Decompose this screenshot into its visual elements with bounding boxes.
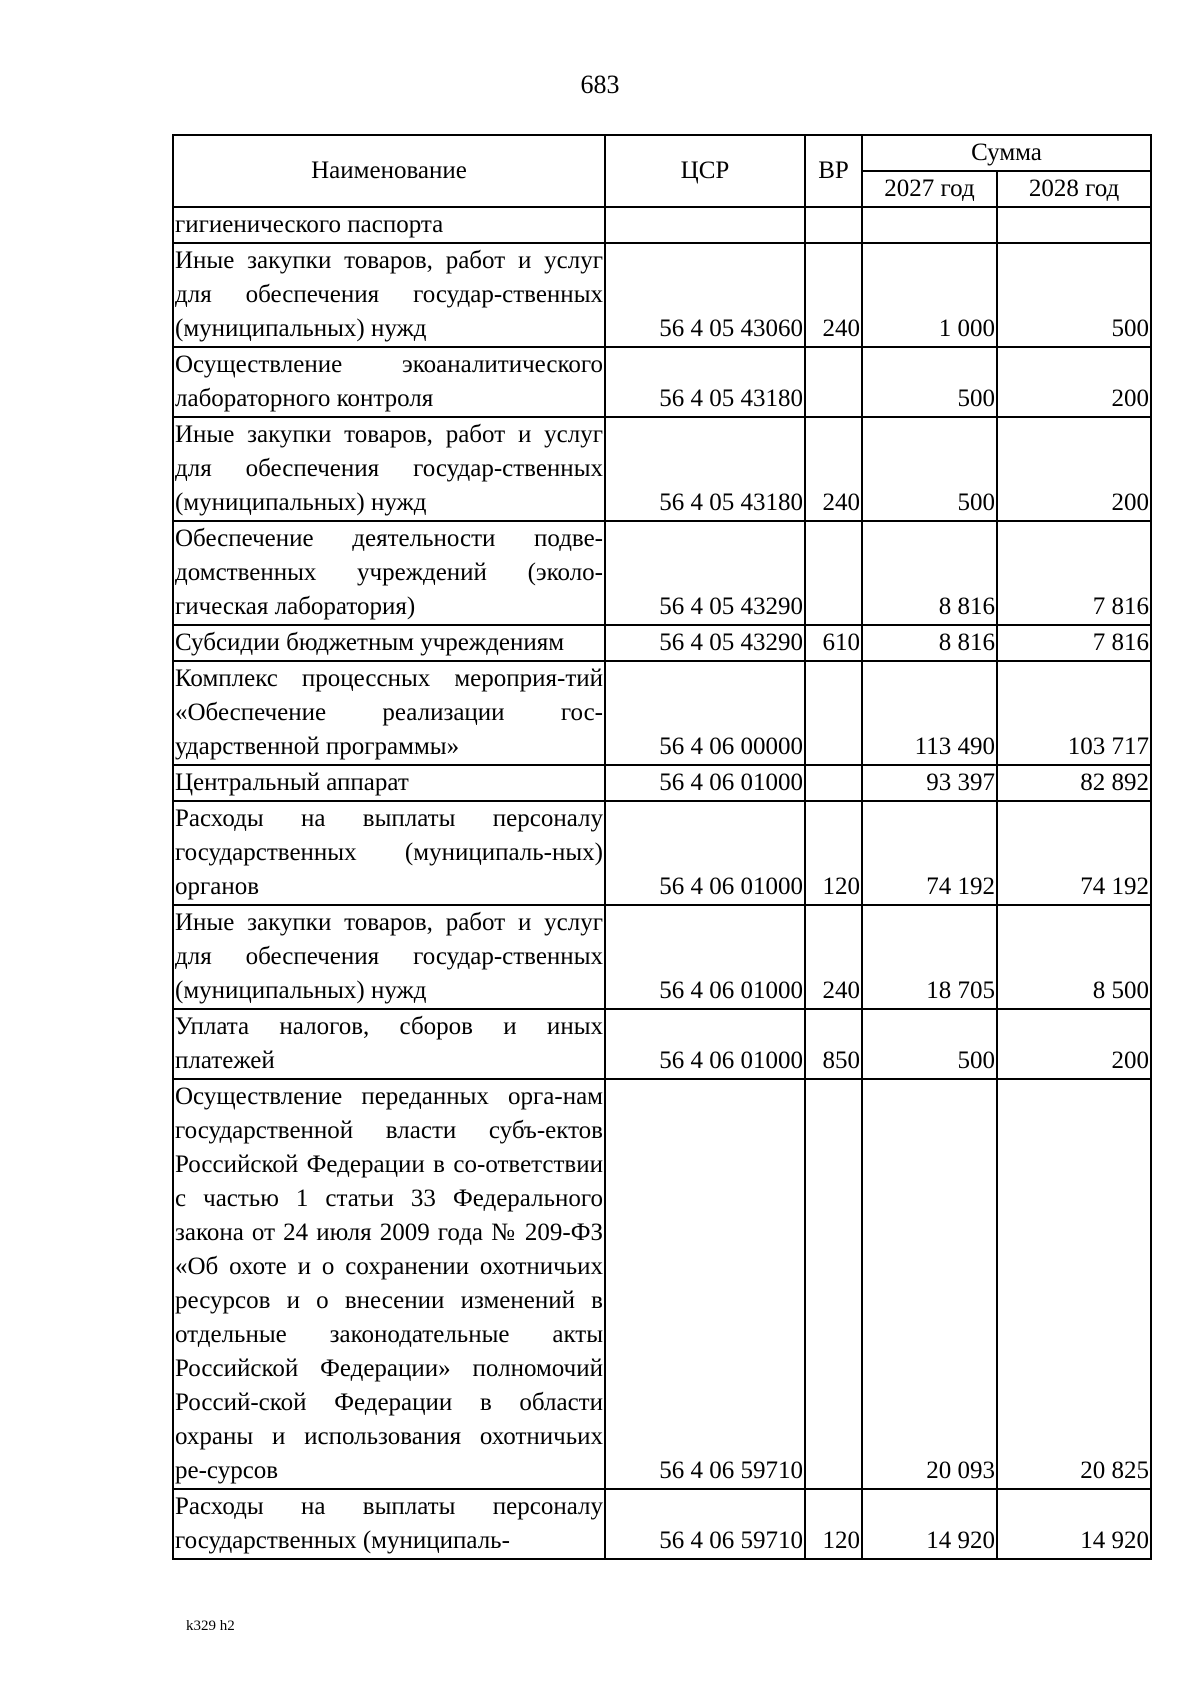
row-name: Расходы на выплаты персоналу государственных (муниципаль- [173,1489,605,1559]
table-row [173,521,1151,625]
row-vr [805,1079,862,1489]
table-row [173,1079,1151,1489]
row-vr: 240 [805,905,862,1009]
row-vr [805,661,862,765]
table-row [173,625,1151,661]
row-sum-2027: 8 816 [862,521,997,625]
row-sum-2027: 113 490 [862,661,997,765]
row-csr: 56 4 06 01000 [605,765,805,801]
row-csr: 56 4 06 01000 [605,905,805,1009]
row-vr: 850 [805,1009,862,1079]
row-name: Обеспечение деятельности подве-домственных учреждений (эколо-гическая лаборатория) [173,521,605,625]
row-sum-2028: 200 [997,1009,1151,1079]
table-row [173,765,1151,801]
row-sum-2027: 500 [862,347,997,417]
row-name: Осуществление экоаналитического лабораторного контроля [173,347,605,417]
row-sum-2028 [997,207,1151,243]
row-name: Центральный аппарат [173,765,605,801]
row-sum-2028: 82 892 [997,765,1151,801]
row-csr: 56 4 06 01000 [605,801,805,905]
table-row [173,1009,1151,1079]
table-row [173,1489,1151,1559]
row-sum-2027: 500 [862,1009,997,1079]
row-vr: 120 [805,1489,862,1559]
header-year-2028: 2028 год [997,171,1151,207]
row-vr: 120 [805,801,862,905]
row-vr [805,765,862,801]
row-csr: 56 4 05 43060 [605,243,805,347]
table-row [173,207,1151,243]
row-sum-2028: 200 [997,417,1151,521]
row-vr: 240 [805,243,862,347]
row-sum-2027: 74 192 [862,801,997,905]
header-row-1 [173,135,1151,171]
row-csr: 56 4 05 43290 [605,521,805,625]
row-sum-2027: 8 816 [862,625,997,661]
header-sum: Сумма [862,135,1151,171]
table-row [173,417,1151,521]
table-row [173,243,1151,347]
row-vr: 240 [805,417,862,521]
row-csr: 56 4 05 43180 [605,347,805,417]
row-sum-2028: 7 816 [997,625,1151,661]
row-csr: 56 4 06 00000 [605,661,805,765]
row-csr: 56 4 06 01000 [605,1009,805,1079]
row-sum-2027: 1 000 [862,243,997,347]
table-row [173,801,1151,905]
row-name: Комплекс процессных мероприя-тий «Обеспечение реализации гос-ударственной программы» [173,661,605,765]
row-sum-2028: 14 920 [997,1489,1151,1559]
row-vr [805,207,862,243]
page-number: 683 [580,70,620,99]
row-sum-2027: 14 920 [862,1489,997,1559]
row-name: Уплата налогов, сборов и иных платежей [173,1009,605,1079]
row-sum-2027 [862,207,997,243]
row-vr [805,521,862,625]
row-sum-2027: 20 093 [862,1079,997,1489]
row-sum-2028: 7 816 [997,521,1151,625]
row-sum-2028: 8 500 [997,905,1151,1009]
budget-table [172,134,1152,1560]
row-csr: 56 4 06 59710 [605,1079,805,1489]
row-sum-2027: 500 [862,417,997,521]
row-csr [605,207,805,243]
footer-code: k329 h2 [186,1618,235,1634]
row-vr [805,347,862,417]
row-sum-2028: 103 717 [997,661,1151,765]
row-name: гигиенического паспорта [173,207,605,243]
row-sum-2027: 18 705 [862,905,997,1009]
row-vr: 610 [805,625,862,661]
row-csr: 56 4 05 43180 [605,417,805,521]
header-vr: ВР [805,135,862,207]
header-csr: ЦСР [605,135,805,207]
header-year-2027: 2027 год [862,171,997,207]
row-sum-2028: 20 825 [997,1079,1151,1489]
row-name: Расходы на выплаты персоналу государственных (муниципаль-ных) органов [173,801,605,905]
row-sum-2028: 74 192 [997,801,1151,905]
row-name: Иные закупки товаров, работ и услуг для обеспечения государ-ственных (муниципальных) нужд [173,417,605,521]
row-sum-2028: 200 [997,347,1151,417]
row-sum-2027: 93 397 [862,765,997,801]
row-csr: 56 4 05 43290 [605,625,805,661]
row-csr: 56 4 06 59710 [605,1489,805,1559]
row-name: Иные закупки товаров, работ и услуг для обеспечения государ-ственных (муниципальных) нужд [173,243,605,347]
table-row [173,661,1151,765]
header-name: Наименование [173,135,605,207]
table-row [173,347,1151,417]
row-name: Субсидии бюджетным учреждениям [173,625,605,661]
row-name: Осуществление переданных орга-нам государственной власти субъ-ектов Российской Федерации в со-ответствии с частью 1 статьи 33 Федерального закона от 24 июля 2009 года № 209-ФЗ «Об охоте и о сохранении охотничьих ресурсов и о внесении изменений в отдельные законодательные акты Российской Федерации» полномочий Россий-ской Федерации в области охраны и использования охотничьих ре-сурсов [173,1079,605,1489]
row-name: Иные закупки товаров, работ и услуг для обеспечения государ-ственных (муниципальных) нужд [173,905,605,1009]
table-row [173,905,1151,1009]
row-sum-2028: 500 [997,243,1151,347]
